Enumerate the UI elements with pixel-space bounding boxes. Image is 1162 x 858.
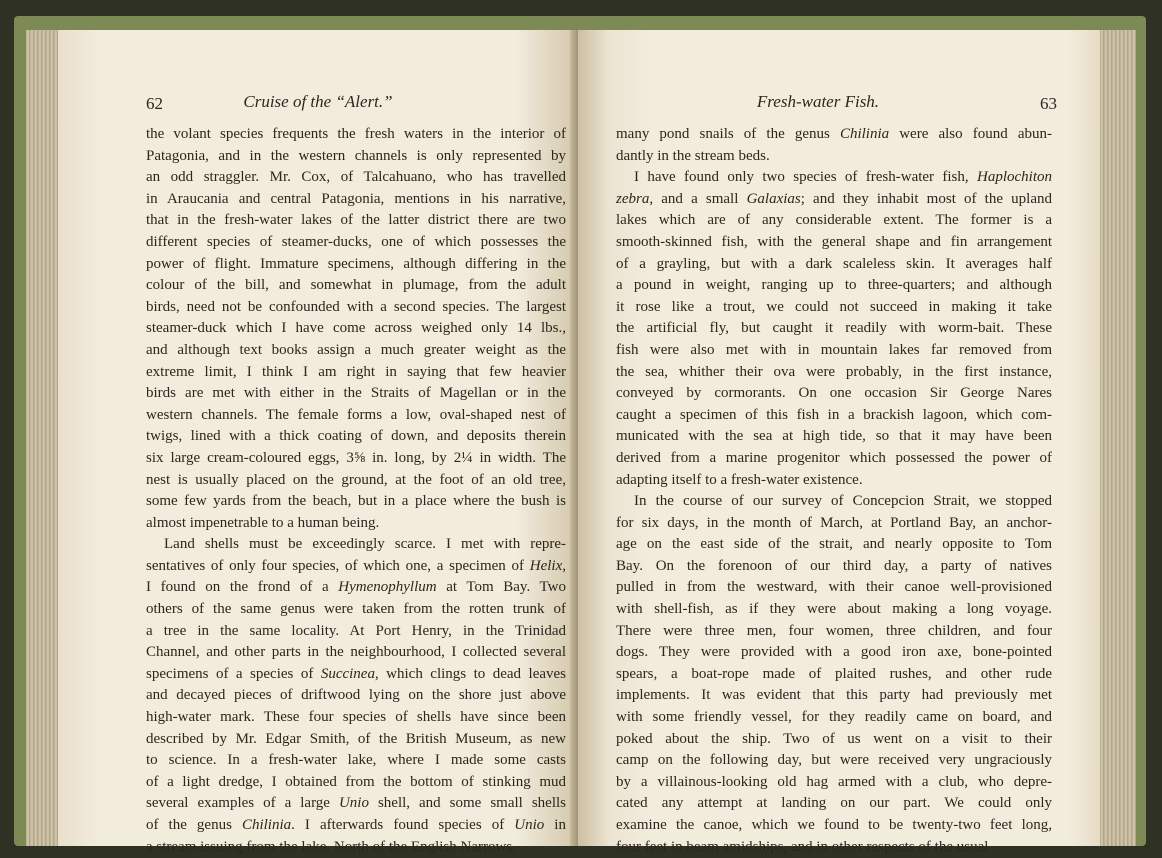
text-line: of a light dredge, I obtained from the bottom of stinking mud <box>146 773 566 790</box>
text-line: power of flight. Immature specimens, although differing in the <box>146 255 566 272</box>
left-body-text <box>146 124 566 858</box>
text-line: dogs. They were provided with a good iron axe, bone-pointed <box>616 644 1052 661</box>
text-line: poked about the ship. Two of us went on a visit to their <box>616 730 1052 747</box>
page-number-right: 63 <box>1040 94 1057 113</box>
text-line: Land shells must be exceedingly scarce. I met with repre- <box>164 536 566 553</box>
text-line: several examples of a large Unio shell, and some small shells <box>146 795 566 812</box>
text-line: some few yards from the beach, but in a place where the bush is <box>146 493 566 510</box>
text-line: others of the same genus were taken from the rotten trunk of <box>146 601 566 618</box>
text-line: birds, need not be confounded with a second species. The largest <box>146 298 566 315</box>
text-line: age on the east side of the strait, and nearly opposite to Tom <box>616 536 1052 553</box>
text-line: examine the canoe, which we found to be twenty-two feet long, <box>616 817 1052 833</box>
text-line: and decayed pieces of driftwood lying on the shore just above <box>146 687 566 704</box>
text-line: conveyed by cormorants. On one occasion Sir George Nares <box>616 385 1052 402</box>
left-page <box>58 30 578 855</box>
text-line: a pound in weight, ranging up to three-quarters; and although <box>616 277 1052 294</box>
text-line: pulled in from the westward, with their canoe well-provisioned <box>616 579 1052 596</box>
text-line: sentatives of only four species, of which one, a specimen of Helix, <box>146 557 566 574</box>
text-line: adapting itself to a fresh-water existence. <box>616 471 863 488</box>
text-line: Bay. On the forenoon of our third day, a party of natives <box>616 557 1052 574</box>
text-line: a tree in the same locality. At Port Henry, in the Trinidad <box>146 622 566 639</box>
text-line: for six days, in the month of March, at Portland Bay, an anchor- <box>616 514 1052 531</box>
text-line: cated any attempt at landing on our part. We could only <box>616 795 1052 812</box>
text-line: extreme limit, I think I am right in saying that few heavier <box>146 363 566 380</box>
running-head-right: Fresh-water Fish. <box>756 92 880 111</box>
text-line: four feet in beam amidships, and in other respects of the usual <box>616 838 989 855</box>
text-line: steamer-duck which I have come across weighed only 14 lbs., <box>146 320 566 337</box>
text-line: colour of the bill, and somewhat in plumage, from the adult <box>146 277 566 294</box>
text-line: I have found only two species of fresh-water fish, Haplochiton <box>634 169 1052 186</box>
text-line: by a villainous-looking old hag armed with a club, who depre- <box>616 773 1052 790</box>
text-line: birds are met with either in the Straits of Magellan or in the <box>146 385 566 402</box>
text-line: smooth-skinned fish, with the general shape and fin arrangement <box>616 233 1052 250</box>
text-line: a stream issuing from the lake. North of the English Narrows, <box>146 838 516 855</box>
text-line: specimens of a species of Succinea, which clings to dead leaves <box>146 665 567 682</box>
text-line: Channel, and other parts in the neighbourhood, I collected several <box>146 644 566 661</box>
text-line: many pond snails of the genus Chilinia were also found abun- <box>616 126 1052 142</box>
text-line: it rose like a trout, we could not succeed in making it take <box>616 298 1052 315</box>
text-line: western channels. The female forms a low, oval-shaped nest of <box>146 406 566 423</box>
running-head-left: Cruise of the “Alert.” <box>243 92 393 111</box>
text-line: implements. It was evident that this party had previously met <box>616 687 1052 704</box>
text-line: the artificial fly, but caught it readily with worm-bait. These <box>616 320 1052 337</box>
text-line: that in the fresh-water lakes of the latter district there are two <box>146 212 566 229</box>
text-line: lakes which are of any considerable extent. The former is a <box>616 212 1052 229</box>
text-line: of a grayling, but with a dark scaleless skin. It averages half <box>616 255 1052 272</box>
text-line: the volant species frequents the fresh waters in the interior of <box>146 126 566 142</box>
text-line: different species of steamer-ducks, one of which possesses the <box>146 233 566 250</box>
right-page <box>578 30 1100 855</box>
text-line: nest is usually placed on the ground, at the foot of an old tree, <box>146 471 566 488</box>
text-line: with shell-fish, as if they were about making a long voyage. <box>616 601 1052 618</box>
text-line: Patagonia, and in the western channels is only represented by <box>146 147 566 164</box>
page-edges-right <box>1096 30 1136 846</box>
text-line: an odd straggler. Mr. Cox, of Talcahuano, who has travelled <box>146 169 566 186</box>
text-line: of the genus Chilinia. I afterwards found species of Unio in <box>146 817 566 833</box>
open-book <box>26 24 1136 855</box>
text-line: and although text books assign a much greater weight as the <box>146 341 566 358</box>
text-line: six large cream-coloured eggs, 3⅝ in. long, by 2¼ in width. The <box>146 449 566 466</box>
text-line: fish were also met with in mountain lakes far removed from <box>616 341 1052 358</box>
text-line: derived from a marine progenitor which possessed the power of <box>616 449 1052 466</box>
right-body-text <box>616 124 1052 858</box>
text-line: dantly in the stream beds. <box>616 147 770 164</box>
text-line: almost impenetrable to a human being. <box>146 514 380 531</box>
text-line: There were three men, four women, three children, and four <box>616 622 1052 639</box>
text-line: in Araucania and central Patagonia, mentions in his narrative, <box>146 190 566 207</box>
text-line: camp on the following day, but were received very ungraciously <box>616 752 1052 769</box>
text-line: In the course of our survey of Concepcion Strait, we stopped <box>634 493 1052 510</box>
text-line: the sea, whither their ova were probably, in the first instance, <box>616 363 1052 380</box>
text-line: zebra, and a small Galaxias; and they inhabit most of the upland <box>616 190 1052 207</box>
page-number-left: 62 <box>146 94 163 113</box>
text-line: caught a specimen of this fish in a brackish lagoon, which com- <box>616 406 1052 423</box>
text-line: described by Mr. Edgar Smith, of the British Museum, as new <box>146 730 566 747</box>
text-line: I found on the frond of a Hymenophyllum at Tom Bay. Two <box>146 579 566 596</box>
text-line: high-water mark. These four species of shells have since been <box>146 709 566 726</box>
text-line: with some friendly vessel, for they readily came on board, and <box>616 709 1052 726</box>
text-line: spears, a boat-rope made of plaited rushes, and other rude <box>616 665 1052 682</box>
text-line: municated with the sea at high tide, so that it may have been <box>616 428 1052 445</box>
text-line: to science. In a fresh-water lake, where I made some casts <box>146 752 566 769</box>
text-line: twigs, lined with a thick coating of down, and deposits therein <box>146 428 566 445</box>
